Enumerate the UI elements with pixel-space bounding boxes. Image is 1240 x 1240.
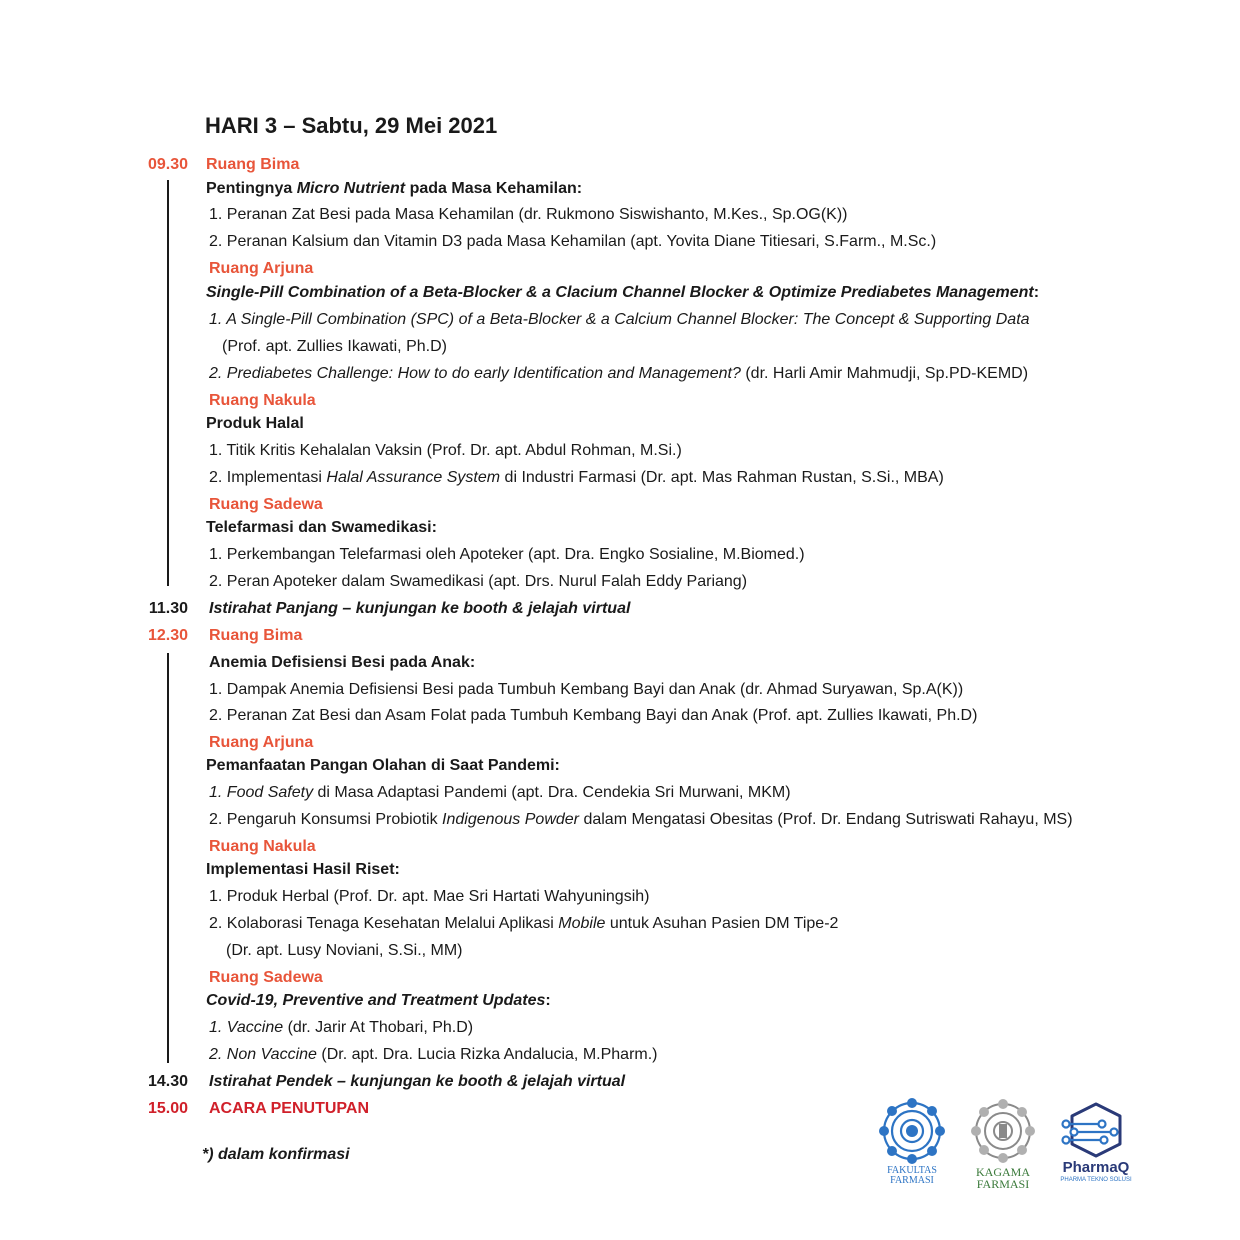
room-sadewa-1: Ruang Sadewa [209,496,323,513]
item-sadewa-1-1: 1. Perkembangan Telefarmasi oleh Apoteker (apt. Dra. Engko Sosialine, M.Biomed.) [209,546,805,563]
time-session-1: 09.30 [147,156,188,173]
room-bima-1: Ruang Bima [206,156,300,173]
kagama-emblem-icon [970,1098,1036,1164]
room-nakula-2: Ruang Nakula [209,838,316,855]
topic-bima-1: Pentingnya Micro Nutrient pada Masa Kehamilan: [206,180,583,197]
break-long: Istirahat Panjang – kunjungan ke booth & jelajah virtual [209,600,631,617]
item-nakula-1-2: 2. Implementasi Halal Assurance System di Industri Farmasi (Dr. apt. Mas Rahman Rustan, S.Si., MBA) [209,469,944,486]
logo-kagama-farmasi [970,1098,1036,1191]
item-arjuna-2-2: 2. Pengaruh Konsumsi Probiotik Indigenous Powder dalam Mengatasi Obesitas (Prof. Dr. Endang Sutriswati Rahayu, MS) [209,811,1073,828]
item-arjuna-1-2: 2. Prediabetes Challenge: How to do early Identification and Management? (dr. Harli Amir Mahmudji, Sp.PD-KEMD) [209,365,1029,382]
time-closing: 15.00 [147,1100,188,1117]
item-sadewa-2-1: 1. Vaccine (dr. Jarir At Thobari, Ph.D) [209,1019,474,1036]
logo-pharmaq [1054,1100,1138,1190]
room-arjuna-2: Ruang Arjuna [209,734,314,751]
time-session-2: 12.30 [147,627,188,644]
logo-farmasi-line1: FAKULTAS [887,1165,937,1176]
topic-arjuna-1: Single-Pill Combination of a Beta-Blocker & a Clacium Channel Blocker & Optimize Prediabetes Management: [206,284,1040,301]
ugm-emblem-icon [876,1098,948,1164]
item-nakula-2-1: 1. Produk Herbal (Prof. Dr. apt. Mae Sri Hartati Wahyuningsih) [209,888,650,905]
item-nakula-1-1: 1. Titik Kritis Kehalalan Vaksin (Prof. Dr. apt. Abdul Rohman, M.Si.) [209,442,682,459]
timeline-bar-1 [167,180,169,586]
timeline-bar-2 [167,653,169,1063]
topic-bima-2: Anemia Defisiensi Besi pada Anak: [209,654,476,671]
logo-kagama-line2: FARMASI [976,1177,1030,1191]
item-bima-1-2: 2. Peranan Kalsium dan Vitamin D3 pada Masa Kehamilan (apt. Yovita Diane Titiesari, S.Farm., M.Sc.) [209,233,937,250]
footnote: *) dalam konfirmasi [202,1146,350,1163]
topic-sadewa-1: Telefarmasi dan Swamedikasi: [206,519,437,536]
item-sadewa-2-2: 2. Non Vaccine (Dr. apt. Dra. Lucia Rizka Andalucia, M.Pharm.) [209,1046,658,1063]
break-short: Istirahat Pendek – kunjungan ke booth & jelajah virtual [209,1073,626,1090]
room-bima-2: Ruang Bima [209,627,303,644]
topic-nakula-1: Produk Halal [206,415,304,432]
item-bima-1-1: 1. Peranan Zat Besi pada Masa Kehamilan (dr. Rukmono Siswishanto, M.Kes., Sp.OG(K)) [209,206,848,223]
topic-nakula-2: Implementasi Hasil Riset: [206,861,400,878]
page-title: HARI 3 – Sabtu, 29 Mei 2021 [205,113,498,138]
logo-fakultas-farmasi [876,1098,948,1188]
topic-sadewa-2: Covid-19, Preventive and Treatment Updates: [206,992,551,1009]
closing-event: ACARA PENUTUPAN [209,1100,369,1117]
item-bima-2-1: 1. Dampak Anemia Defisiensi Besi pada Tumbuh Kembang Bayi dan Anak (dr. Ahmad Suryawan, Sp.A(K)) [209,681,964,698]
topic-arjuna-2: Pemanfaatan Pangan Olahan di Saat Pandemi: [206,757,560,774]
logo-farmasi-line2: FARMASI [890,1175,934,1186]
item-arjuna-1-1: 1. A Single-Pill Combination (SPC) of a Beta-Blocker & a Calcium Channel Blocker: The Concept & Supporting Data [209,311,1030,328]
item-arjuna-2-1: 1. Food Safety di Masa Adaptasi Pandemi (apt. Dra. Cendekia Sri Murwani, MKM) [209,784,791,801]
logo-pharmaq-tagline: PHARMA TEKNO SOLUSI [1060,1177,1132,1183]
item-bima-2-2: 2. Peranan Zat Besi dan Asam Folat pada Tumbuh Kembang Bayi dan Anak (Prof. apt. Zullies Ikawati, Ph.D) [209,707,978,724]
item-nakula-2-2: 2. Kolaborasi Tenaga Kesehatan Melalui Aplikasi Mobile untuk Asuhan Pasien DM Tipe-2 [209,915,839,932]
item-nakula-2-2-speaker: (Dr. apt. Lusy Noviani, S.Si., MM) [226,942,463,959]
logo-kagama-line1: KAGAMA [976,1165,1030,1179]
room-arjuna-1: Ruang Arjuna [209,260,314,277]
item-sadewa-1-2: 2. Peran Apoteker dalam Swamedikasi (apt. Drs. Nurul Falah Eddy Pariang) [209,573,748,590]
time-break-2: 14.30 [147,1073,188,1090]
logo-pharmaq-name: PharmaQ [1062,1159,1130,1176]
room-nakula-1: Ruang Nakula [209,392,316,409]
room-sadewa-2: Ruang Sadewa [209,969,323,986]
circuit-icon [1054,1100,1138,1160]
time-break-1: 11.30 [148,600,188,617]
item-arjuna-1-1-speaker: (Prof. apt. Zullies Ikawati, Ph.D) [222,338,447,355]
